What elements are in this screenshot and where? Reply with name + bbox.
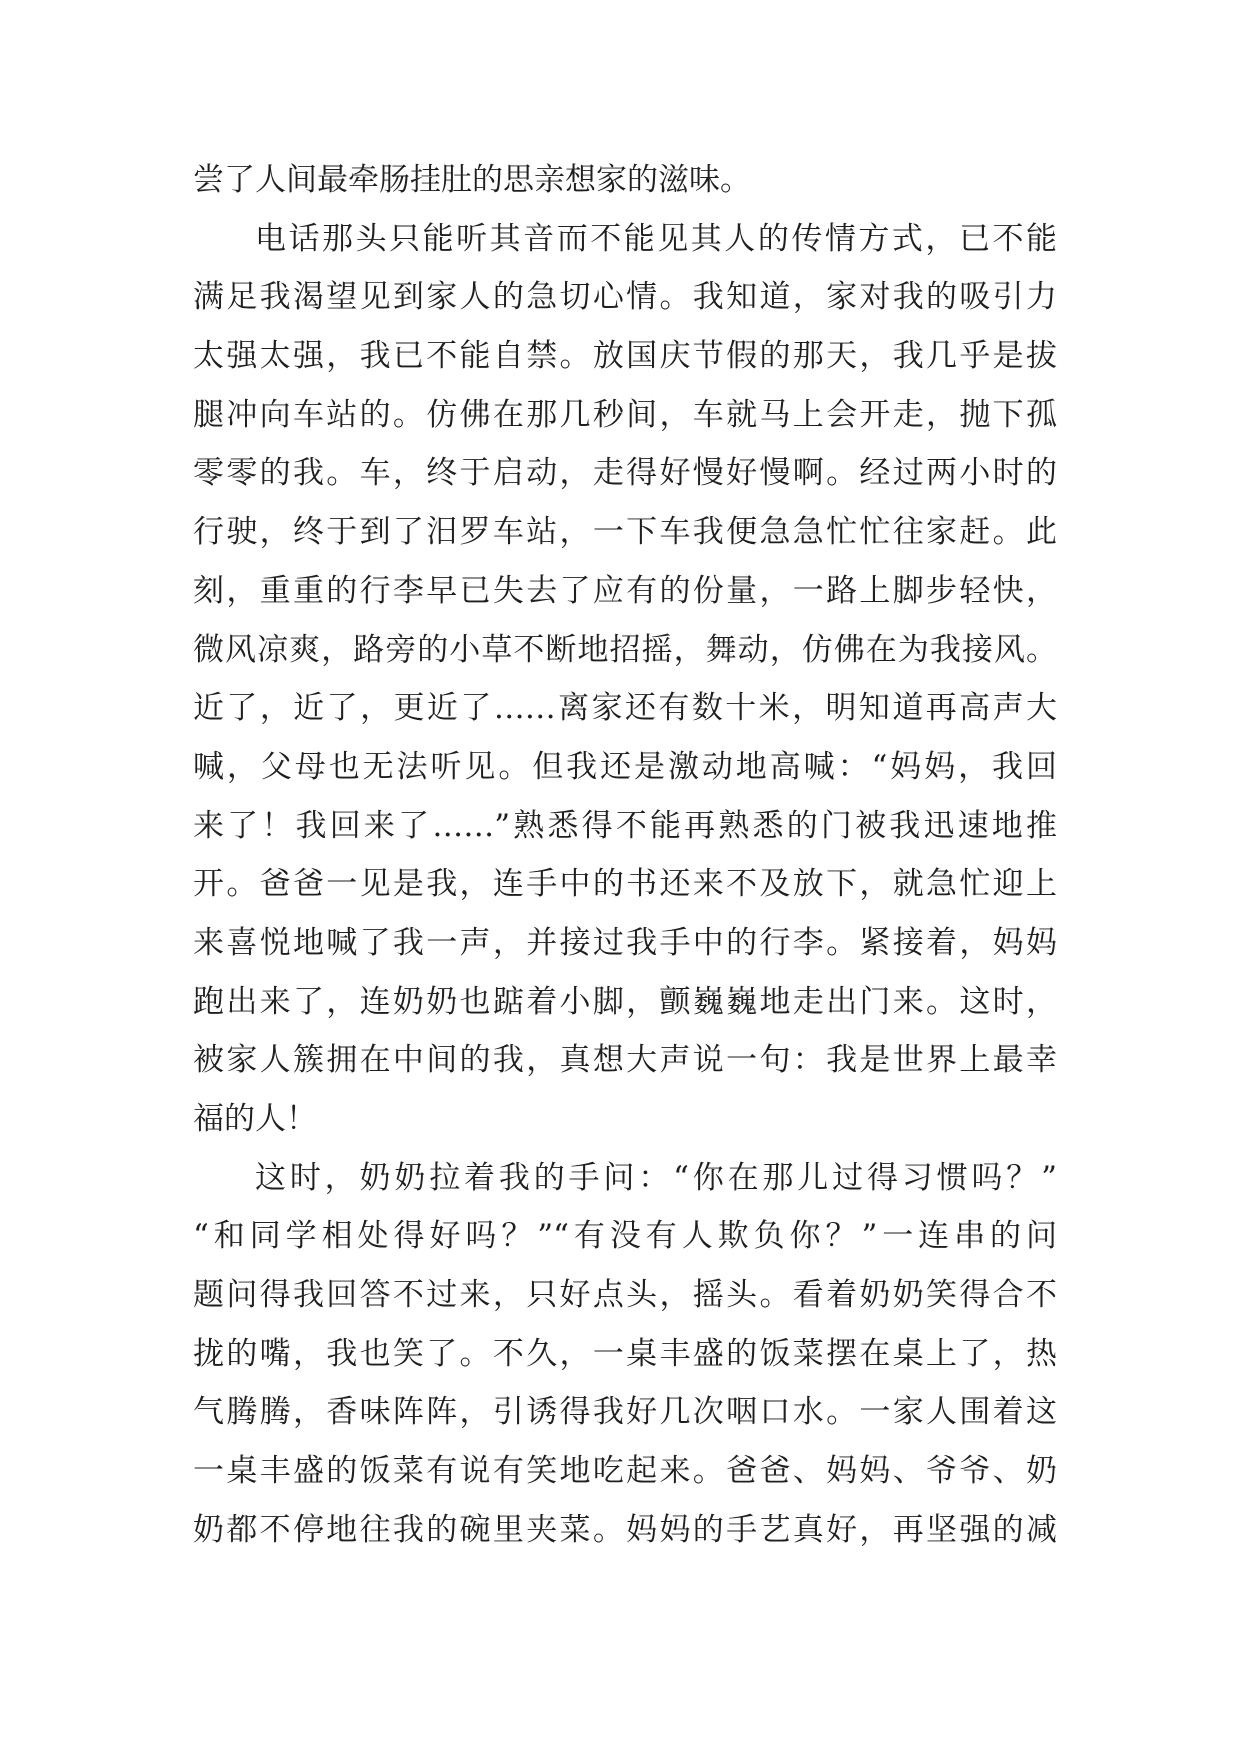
text-line: 气腾腾，香味阵阵，引诱得我好几次咽口水。一家人围着这 <box>193 1394 1057 1431</box>
text-line: 近了，近了，更近了……离家还有数十米，明知道再高声大 <box>193 690 1057 727</box>
text-line: 一桌丰盛的饭菜有说有笑地吃起来。爸爸、妈妈、爷爷、奶 <box>193 1453 1057 1490</box>
paragraph <box>193 210 1057 1149</box>
text-line: 这时，奶奶拉着我的手问：“你在那儿过得习惯吗？” <box>255 1159 1057 1196</box>
text-line: “和同学相处得好吗？”“有没有人欺负你？”一连串的问 <box>193 1218 1057 1255</box>
text-line: 来喜悦地喊了我一声，并接过我手中的行李。紧接着，妈妈 <box>193 924 1057 961</box>
text-line: 腿冲向车站的。仿佛在那几秒间，车就马上会开走，抛下孤 <box>193 396 1057 433</box>
text-line: 刻，重重的行李早已失去了应有的份量，一路上脚步轻快， <box>193 572 1057 609</box>
text-line: 奶都不停地往我的碗里夹菜。妈妈的手艺真好，再坚强的减 <box>193 1511 1057 1548</box>
text-line: 零零的我。车，终于启动，走得好慢好慢啊。经过两小时的 <box>193 455 1057 492</box>
text-line: 太强太强，我已不能自禁。放国庆节假的那天，我几乎是拔 <box>193 338 1057 375</box>
text-line: 跑出来了，连奶奶也踮着小脚，颤巍巍地走出门来。这时， <box>193 983 1057 1020</box>
text-line: 拢的嘴，我也笑了。不久，一桌丰盛的饭菜摆在桌上了，热 <box>193 1335 1057 1372</box>
text-line: 开。爸爸一见是我，连手中的书还来不及放下，就急忙迎上 <box>193 866 1057 903</box>
text-line: 来了！我回来了……”熟悉得不能再熟悉的门被我迅速地推 <box>193 807 1057 844</box>
paragraph <box>193 151 1057 210</box>
text-line: 微风凉爽，路旁的小草不断地招摇，舞动，仿佛在为我接风。 <box>193 631 1057 668</box>
text-line: 尝了人间最牵肠挂肚的思亲想家的滋味。 <box>193 162 751 198</box>
text-line: 满足我渴望见到家人的急切心情。我知道，家对我的吸引力 <box>193 279 1057 316</box>
text-line: 福的人！ <box>193 1101 317 1137</box>
text-line: 行驶，终于到了汨罗车站，一下车我便急急忙忙往家赶。此 <box>193 514 1057 551</box>
text-line: 被家人簇拥在中间的我，真想大声说一句：我是世界上最幸 <box>193 1042 1057 1079</box>
text-line: 喊，父母也无法听见。但我还是激动地高喊：“妈妈，我回 <box>193 748 1057 785</box>
text-line: 电话那头只能听其音而不能见其人的传情方式，已不能 <box>255 220 1057 257</box>
text-line: 题问得我回答不过来，只好点头，摇头。看着奶奶笑得合不 <box>193 1277 1057 1314</box>
paragraph <box>193 1149 1057 1560</box>
body-text <box>193 151 1057 1560</box>
